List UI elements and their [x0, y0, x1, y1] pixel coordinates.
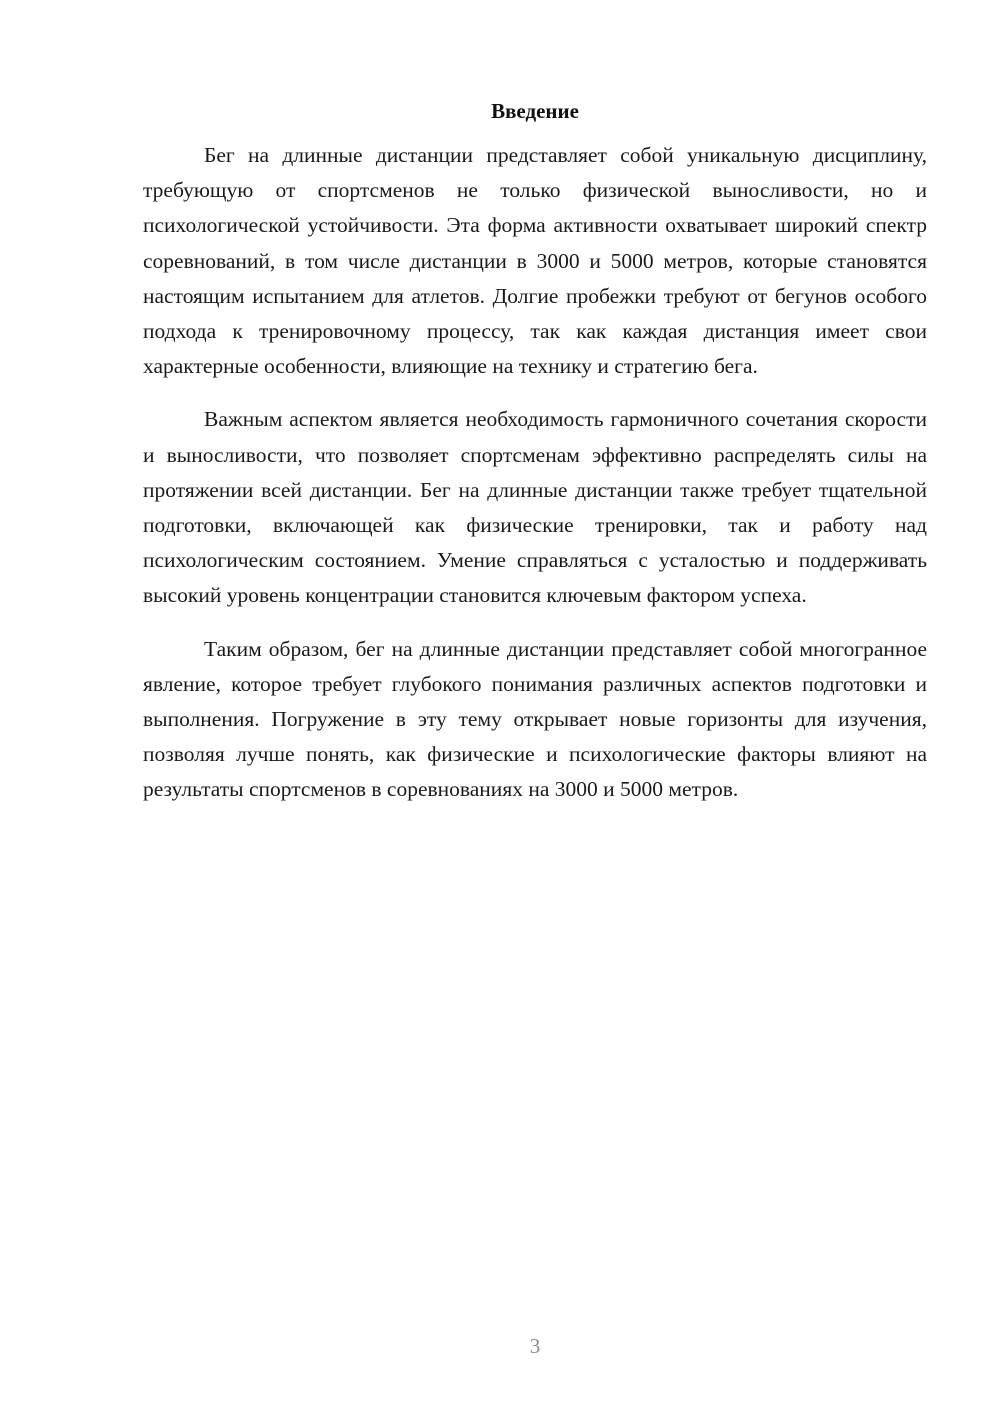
paragraph-2: Важным аспектом является необходимость гармоничного сочетания скорости и выносливости, что позволяет спортсменам эффективно распределять силы на протяжении всей дистанции. Бег на длинные дистанции также требует тщательной подготовки, включающей как физические тренировки, так и работу над психологическим состоянием. Умение справляться с усталостью и поддерживать высокий уровень концентрации становится ключевым фактором успеха. [143, 407, 927, 608]
paragraph-1: Бег на длинные дистанции представляет собой уникальную дисциплину, требующую от спортсменов не только физической выносливости, но и психологической устойчивости. Эта форма активности охватывает широкий спектр соревнований, в том числе дистанции в 3000 и 5000 метров, которые становятся настоящим испытанием для атлетов. Долгие пробежки требуют от бегунов особого подхода к тренировочному процессу, так как каждая дистанция имеет свои характерные особенности, влияющие на технику и стратегию бега. [143, 143, 927, 379]
page-content [143, 96, 927, 826]
paragraph-3: Таким образом, бег на длинные дистанции представляет собой многогранное явление, которое требует глубокого понимания различных аспектов подготовки и выполнения. Погружение в эту тему открывает новые горизонты для изучения, позволяя лучше понять, как физические и психологические факторы влияют на результаты спортсменов в соревнованиях на 3000 и 5000 метров. [143, 636, 927, 802]
page-number: 3 [529, 1334, 541, 1358]
section-heading: Введение [491, 99, 579, 123]
